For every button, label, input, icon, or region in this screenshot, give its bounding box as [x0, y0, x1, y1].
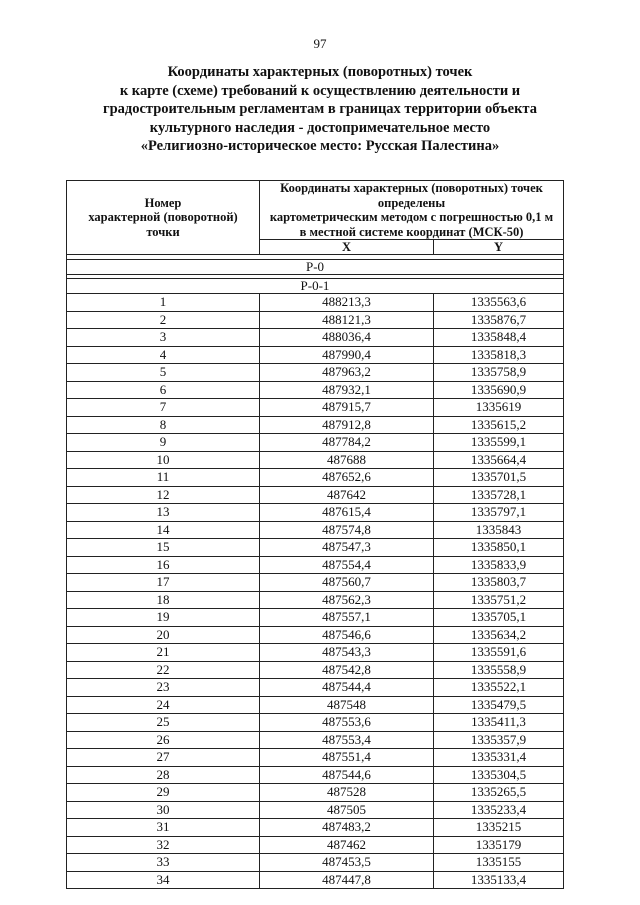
table-row	[67, 644, 564, 662]
y-coordinate-cell: 1335155	[434, 854, 564, 872]
x-coordinate-cell: 487548	[260, 696, 434, 714]
group-label: Р-0-1	[67, 279, 564, 294]
y-coordinate-cell: 1335558,9	[434, 661, 564, 679]
group-label: Р-0	[67, 260, 564, 275]
y-coordinate-cell: 1335797,1	[434, 504, 564, 522]
y-coordinate-cell: 1335599,1	[434, 434, 564, 452]
table-row	[67, 696, 564, 714]
title-line: культурного наследия - достопримечательное место	[149, 119, 491, 136]
table-row	[67, 784, 564, 802]
table-row	[67, 836, 564, 854]
table-row	[67, 574, 564, 592]
y-coordinate-cell: 1335876,7	[434, 311, 564, 329]
y-coordinate-cell: 1335522,1	[434, 679, 564, 697]
table-row	[67, 714, 564, 732]
y-coordinate-cell: 1335850,1	[434, 539, 564, 557]
point-number-cell: 21	[67, 644, 260, 662]
x-coordinate-cell: 487932,1	[260, 381, 434, 399]
y-coordinate-cell: 1335615,2	[434, 416, 564, 434]
x-coordinate-cell: 487915,7	[260, 399, 434, 417]
y-coordinate-cell: 1335357,9	[434, 731, 564, 749]
y-coordinate-cell: 1335179	[434, 836, 564, 854]
point-number-cell: 24	[67, 696, 260, 714]
title-line: градостроительным регламентам в границах территории объекта	[103, 101, 537, 117]
y-coordinate-cell: 1335751,2	[434, 591, 564, 609]
x-coordinate-cell: 487462	[260, 836, 434, 854]
title-line: к карте (схеме) требований к осуществлению деятельности и	[119, 82, 521, 99]
point-number-cell: 30	[67, 801, 260, 819]
x-coordinate-cell: 487562,3	[260, 591, 434, 609]
table-row	[67, 749, 564, 767]
point-number-cell: 15	[67, 539, 260, 557]
table-row	[67, 329, 564, 347]
point-number-cell: 3	[67, 329, 260, 347]
y-coordinate-cell: 1335215	[434, 819, 564, 837]
x-coordinate-cell: 487547,3	[260, 539, 434, 557]
y-coordinate-cell: 1335479,5	[434, 696, 564, 714]
y-coordinate-cell: 1335233,4	[434, 801, 564, 819]
table-row	[67, 626, 564, 644]
point-number-cell: 14	[67, 521, 260, 539]
point-number-cell: 17	[67, 574, 260, 592]
x-coordinate-cell: 487551,4	[260, 749, 434, 767]
point-number-cell: 10	[67, 451, 260, 469]
table-row	[67, 434, 564, 452]
point-number-cell: 12	[67, 486, 260, 504]
x-coordinate-cell: 487554,4	[260, 556, 434, 574]
y-coordinate-cell: 1335634,2	[434, 626, 564, 644]
point-number-cell: 8	[67, 416, 260, 434]
table-row	[67, 661, 564, 679]
y-coordinate-cell: 1335411,3	[434, 714, 564, 732]
table-row	[67, 521, 564, 539]
point-number-cell: 23	[67, 679, 260, 697]
x-coordinate-cell: 487574,8	[260, 521, 434, 539]
point-number-cell: 9	[67, 434, 260, 452]
point-number-cell: 27	[67, 749, 260, 767]
y-coordinate-cell: 1335705,1	[434, 609, 564, 627]
y-coordinate-cell: 1335843	[434, 521, 564, 539]
x-coordinate-cell: 488213,3	[260, 294, 434, 312]
table-row	[67, 451, 564, 469]
x-coordinate-cell: 487528	[260, 784, 434, 802]
x-coordinate-cell: 487447,8	[260, 871, 434, 889]
table-row	[67, 556, 564, 574]
table-row	[67, 346, 564, 364]
x-coordinate-cell: 487505	[260, 801, 434, 819]
x-coordinate-cell: 487453,5	[260, 854, 434, 872]
y-coordinate-cell: 1335833,9	[434, 556, 564, 574]
x-coordinate-cell: 487544,6	[260, 766, 434, 784]
x-coordinate-cell: 487546,6	[260, 626, 434, 644]
y-coordinate-cell: 1335331,4	[434, 749, 564, 767]
y-coordinate-cell: 1335818,3	[434, 346, 564, 364]
y-coordinate-cell: 1335758,9	[434, 364, 564, 382]
point-number-cell: 33	[67, 854, 260, 872]
table-row	[67, 591, 564, 609]
title-line: «Религиозно-историческое место: Русская Палестина»	[140, 138, 500, 154]
point-number-cell: 25	[67, 714, 260, 732]
point-number-cell: 7	[67, 399, 260, 417]
x-coordinate-cell: 487615,4	[260, 504, 434, 522]
point-number-cell: 29	[67, 784, 260, 802]
point-number-cell: 22	[67, 661, 260, 679]
x-coordinate-cell: 487688	[260, 451, 434, 469]
header-point-number: Номер характерной (поворотной) точки	[67, 181, 260, 255]
x-coordinate-cell: 487483,2	[260, 819, 434, 837]
table-row	[67, 416, 564, 434]
header-y: Y	[434, 240, 564, 255]
x-coordinate-cell: 487560,7	[260, 574, 434, 592]
x-coordinate-cell: 487542,8	[260, 661, 434, 679]
title-line: Координаты характерных (поворотных) точек	[167, 64, 473, 80]
y-coordinate-cell: 1335133,4	[434, 871, 564, 889]
y-coordinate-cell: 1335728,1	[434, 486, 564, 504]
point-number-cell: 16	[67, 556, 260, 574]
point-number-cell: 31	[67, 819, 260, 837]
document-title	[100, 63, 540, 156]
table-row	[67, 609, 564, 627]
header-coordinates: Координаты характерных (поворотных) точек определены картометрическим методом с погрешностью 0,1 м в местной системе координат (МСК-50)	[260, 181, 564, 240]
x-coordinate-cell: 487553,6	[260, 714, 434, 732]
y-coordinate-cell: 1335591,6	[434, 644, 564, 662]
x-coordinate-cell: 487963,2	[260, 364, 434, 382]
point-number-cell: 34	[67, 871, 260, 889]
y-coordinate-cell: 1335664,4	[434, 451, 564, 469]
table-row	[67, 766, 564, 784]
x-coordinate-cell: 487652,6	[260, 469, 434, 487]
point-number-cell: 18	[67, 591, 260, 609]
x-coordinate-cell: 487557,1	[260, 609, 434, 627]
point-number-cell: 28	[67, 766, 260, 784]
x-coordinate-cell: 487642	[260, 486, 434, 504]
point-number-cell: 32	[67, 836, 260, 854]
table-row	[67, 539, 564, 557]
table-row	[67, 854, 564, 872]
x-coordinate-cell: 487912,8	[260, 416, 434, 434]
table-row	[67, 311, 564, 329]
table-row	[67, 381, 564, 399]
x-coordinate-cell: 487543,3	[260, 644, 434, 662]
point-number-cell: 4	[67, 346, 260, 364]
table-row	[67, 801, 564, 819]
x-coordinate-cell: 488121,3	[260, 311, 434, 329]
y-coordinate-cell: 1335690,9	[434, 381, 564, 399]
header-x: X	[260, 240, 434, 255]
point-number-cell: 6	[67, 381, 260, 399]
page-number: 97	[313, 36, 327, 51]
y-coordinate-cell: 1335304,5	[434, 766, 564, 784]
y-coordinate-cell: 1335848,4	[434, 329, 564, 347]
table-row	[67, 819, 564, 837]
table-row	[67, 871, 564, 889]
point-number-cell: 13	[67, 504, 260, 522]
coordinates-table	[66, 180, 564, 889]
point-number-cell: 19	[67, 609, 260, 627]
table-row	[67, 399, 564, 417]
table-row	[67, 294, 564, 312]
table-row	[67, 731, 564, 749]
table-row	[67, 364, 564, 382]
y-coordinate-cell: 1335619	[434, 399, 564, 417]
y-coordinate-cell: 1335803,7	[434, 574, 564, 592]
point-number-cell: 2	[67, 311, 260, 329]
x-coordinate-cell: 487784,2	[260, 434, 434, 452]
y-coordinate-cell: 1335265,5	[434, 784, 564, 802]
y-coordinate-cell: 1335701,5	[434, 469, 564, 487]
x-coordinate-cell: 487544,4	[260, 679, 434, 697]
table-row	[67, 679, 564, 697]
table-row	[67, 469, 564, 487]
x-coordinate-cell: 487990,4	[260, 346, 434, 364]
table-row	[67, 504, 564, 522]
y-coordinate-cell: 1335563,6	[434, 294, 564, 312]
point-number-cell: 1	[67, 294, 260, 312]
point-number-cell: 11	[67, 469, 260, 487]
x-coordinate-cell: 488036,4	[260, 329, 434, 347]
point-number-cell: 20	[67, 626, 260, 644]
point-number-cell: 26	[67, 731, 260, 749]
table-row	[67, 486, 564, 504]
x-coordinate-cell: 487553,4	[260, 731, 434, 749]
point-number-cell: 5	[67, 364, 260, 382]
